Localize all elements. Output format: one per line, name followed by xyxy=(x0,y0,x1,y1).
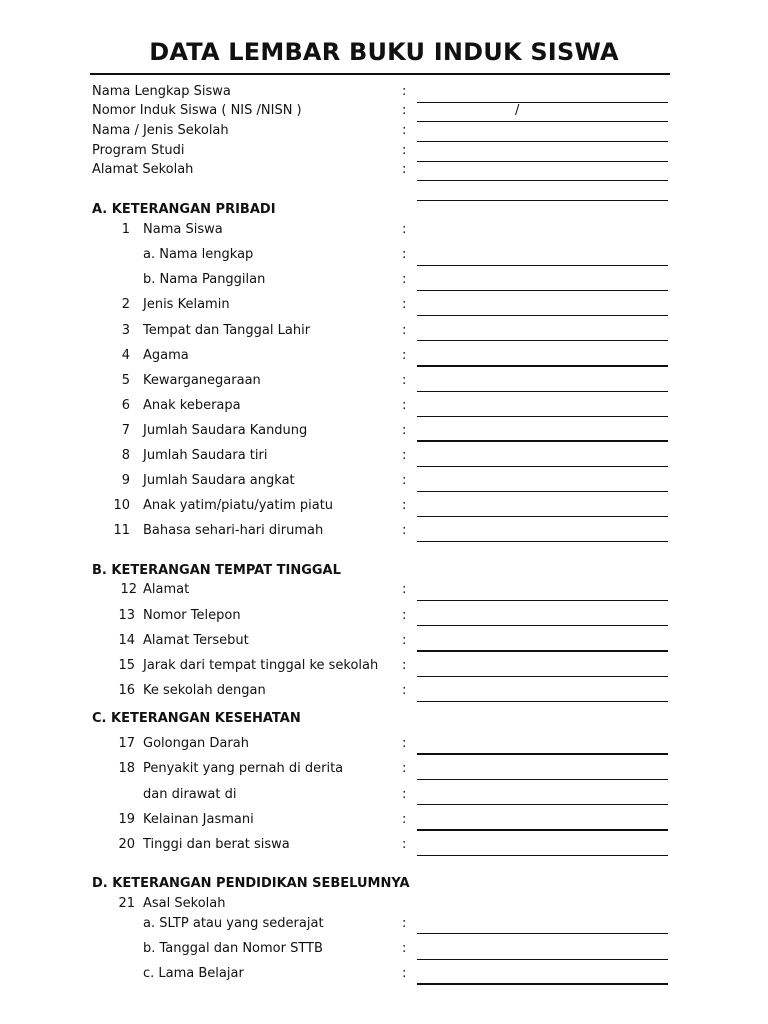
item-number: 4 xyxy=(121,348,130,363)
colon: : xyxy=(402,837,407,852)
fill-line[interactable] xyxy=(417,541,668,542)
colon: : xyxy=(402,103,407,118)
item-number: 11 xyxy=(113,523,130,538)
item-label: Nama Siswa xyxy=(143,222,223,237)
colon: : xyxy=(402,473,407,488)
fill-line[interactable] xyxy=(417,959,668,960)
section-c-title: C. KETERANGAN KESEHATAN xyxy=(92,711,301,726)
item-label: a. Nama lengkap xyxy=(143,247,254,262)
item-label: Tinggi dan berat siswa xyxy=(143,837,290,852)
item-number: 21 xyxy=(118,896,135,911)
item-label: Penyakit yang pernah di derita xyxy=(143,761,344,776)
fill-line[interactable] xyxy=(417,983,668,985)
colon: : xyxy=(402,323,407,338)
item-number: 5 xyxy=(121,373,130,388)
colon: : xyxy=(402,683,407,698)
item-number: 20 xyxy=(118,837,135,852)
fill-line[interactable] xyxy=(417,315,668,316)
fill-line[interactable] xyxy=(417,365,668,367)
item-number: 18 xyxy=(118,761,135,776)
item-label: Jumlah Saudara Kandung xyxy=(143,423,308,438)
colon: : xyxy=(402,297,407,312)
item-number: 12 xyxy=(120,582,137,597)
fill-line[interactable] xyxy=(417,290,668,291)
colon: : xyxy=(402,941,407,956)
item-label: Kelainan Jasmani xyxy=(143,812,254,827)
colon: : xyxy=(402,658,407,673)
item-number: 16 xyxy=(118,683,135,698)
field-label: Nama Lengkap Siswa xyxy=(92,84,231,99)
item-number: 17 xyxy=(118,736,135,751)
item-label: Jumlah Saudara angkat xyxy=(143,473,295,488)
fill-line[interactable] xyxy=(417,440,668,442)
fill-line[interactable] xyxy=(417,121,668,122)
colon: : xyxy=(402,608,407,623)
colon: : xyxy=(402,787,407,802)
item-label: Agama xyxy=(143,348,189,363)
colon: : xyxy=(402,222,407,237)
item-label: Jarak dari tempat tinggal ke sekolah xyxy=(143,658,379,673)
item-number: 9 xyxy=(121,473,130,488)
colon: : xyxy=(402,448,407,463)
colon: : xyxy=(402,373,407,388)
nis-separator: / xyxy=(515,103,520,118)
colon: : xyxy=(402,761,407,776)
item-number: 8 xyxy=(121,448,130,463)
colon: : xyxy=(402,84,407,99)
item-label: Anak keberapa xyxy=(143,398,241,413)
item-label: Kewarganegaraan xyxy=(143,373,261,388)
colon: : xyxy=(402,247,407,262)
fill-line[interactable] xyxy=(417,804,668,805)
colon: : xyxy=(402,916,407,931)
colon: : xyxy=(402,162,407,177)
item-label: a. SLTP atau yang sederajat xyxy=(143,916,324,931)
field-label: Nama / Jenis Sekolah xyxy=(92,123,229,138)
section-a-title: A. KETERANGAN PRIBADI xyxy=(92,202,276,217)
item-number: 6 xyxy=(121,398,130,413)
item-label: Jumlah Saudara tiri xyxy=(143,448,268,463)
item-label: Bahasa sehari-hari dirumah xyxy=(143,523,324,538)
fill-line[interactable] xyxy=(417,416,668,417)
title-underline xyxy=(90,73,670,75)
fill-line[interactable] xyxy=(417,701,668,702)
colon: : xyxy=(402,582,407,597)
fill-line[interactable] xyxy=(417,650,668,652)
fill-line[interactable] xyxy=(417,625,668,626)
item-label: Ke sekolah dengan xyxy=(143,683,266,698)
item-number: 3 xyxy=(121,323,130,338)
colon: : xyxy=(402,423,407,438)
field-label: Program Studi xyxy=(92,143,185,158)
item-label: Nomor Telepon xyxy=(143,608,241,623)
colon: : xyxy=(402,633,407,648)
section-b-title: B. KETERANGAN TEMPAT TINGGAL xyxy=(92,563,341,578)
colon: : xyxy=(402,348,407,363)
item-label: b. Tanggal dan Nomor STTB xyxy=(143,941,323,956)
fill-line[interactable] xyxy=(417,779,668,780)
field-label: Nomor Induk Siswa ( NIS /NISN ) xyxy=(92,103,302,118)
fill-line[interactable] xyxy=(417,265,668,266)
colon: : xyxy=(402,143,407,158)
fill-line[interactable] xyxy=(417,391,668,392)
colon: : xyxy=(402,498,407,513)
item-number: 13 xyxy=(118,608,135,623)
item-number: 10 xyxy=(113,498,130,513)
fill-line[interactable] xyxy=(417,340,668,341)
item-number: 14 xyxy=(118,633,135,648)
fill-line[interactable] xyxy=(417,933,668,934)
fill-line[interactable] xyxy=(417,676,668,677)
fill-line[interactable] xyxy=(417,855,668,856)
fill-line[interactable] xyxy=(417,829,668,831)
colon: : xyxy=(402,966,407,981)
item-label: Tempat dan Tanggal Lahir xyxy=(143,323,311,338)
section-d-title: D. KETERANGAN PENDIDIKAN SEBELUMNYA xyxy=(92,876,410,891)
item-label: Anak yatim/piatu/yatim piatu xyxy=(143,498,334,513)
colon: : xyxy=(402,123,407,138)
colon: : xyxy=(402,523,407,538)
fill-line[interactable] xyxy=(417,200,668,201)
colon: : xyxy=(402,812,407,827)
colon: : xyxy=(402,398,407,413)
item-label: Jenis Kelamin xyxy=(143,297,230,312)
item-label: c. Lama Belajar xyxy=(143,966,244,981)
item-label: b. Nama Panggilan xyxy=(143,272,266,287)
item-label: Golongan Darah xyxy=(143,736,249,751)
item-label: Alamat xyxy=(143,582,190,597)
fill-line[interactable] xyxy=(417,141,668,142)
item-label: Alamat Tersebut xyxy=(143,633,249,648)
fill-line[interactable] xyxy=(417,180,668,181)
fill-line[interactable] xyxy=(417,161,668,162)
fill-line[interactable] xyxy=(417,753,668,755)
fill-line[interactable] xyxy=(417,491,668,492)
item-label: dan dirawat di xyxy=(143,787,237,802)
field-label: Alamat Sekolah xyxy=(92,162,194,177)
fill-line[interactable] xyxy=(417,600,668,601)
page-title: DATA LEMBAR BUKU INDUK SISWA xyxy=(149,38,619,66)
item-number: 2 xyxy=(121,297,130,312)
item-number: 7 xyxy=(121,423,130,438)
colon: : xyxy=(402,736,407,751)
item-number: 15 xyxy=(118,658,135,673)
fill-line[interactable] xyxy=(417,466,668,467)
fill-line[interactable] xyxy=(417,516,668,517)
fill-line[interactable] xyxy=(417,102,668,103)
item-label: Asal Sekolah xyxy=(143,896,226,911)
colon: : xyxy=(402,272,407,287)
item-number: 1 xyxy=(121,222,130,237)
item-number: 19 xyxy=(118,812,135,827)
